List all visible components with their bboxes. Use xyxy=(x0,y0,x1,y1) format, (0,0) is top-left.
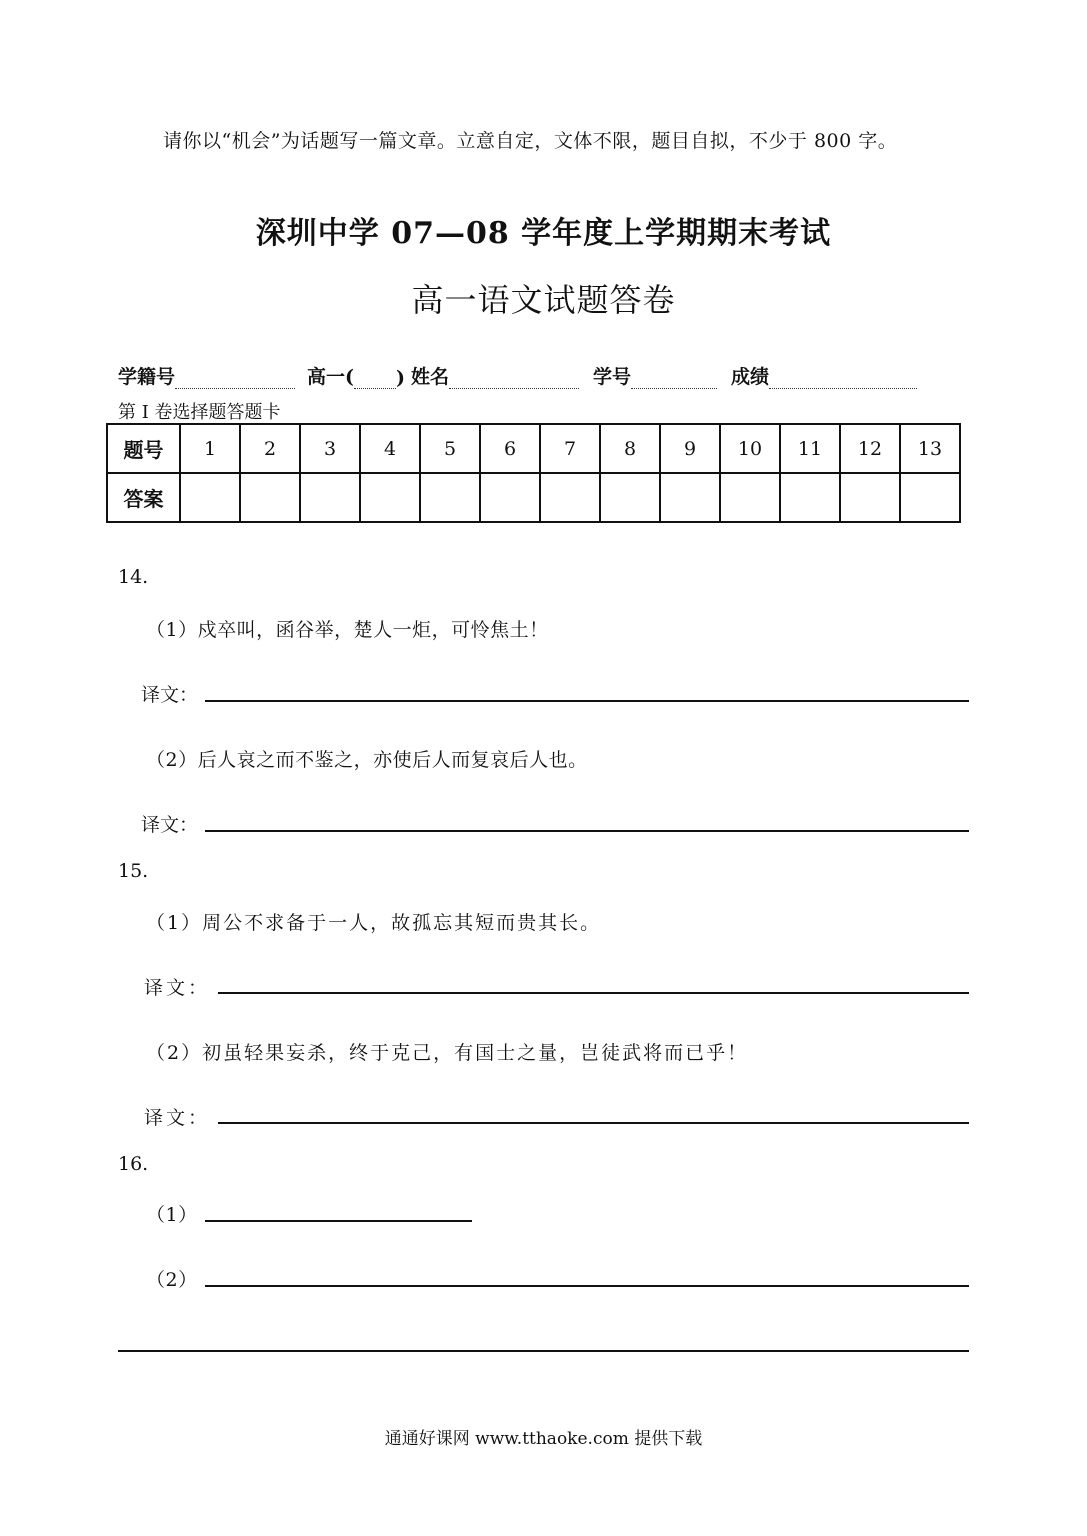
class-label: 高一( xyxy=(307,366,355,388)
q15-part1: （1）周公不求备于一人，故孤忘其短而贵其长。 xyxy=(146,912,602,934)
question-number: 3 xyxy=(300,424,360,473)
number-label: 学号 xyxy=(593,366,632,388)
student-id-label: 学籍号 xyxy=(118,366,176,388)
question-number: 7 xyxy=(540,424,600,473)
class-field[interactable] xyxy=(354,368,396,389)
answer-cell[interactable] xyxy=(660,473,720,522)
footer-credit: 通通好课网 www.tthaoke.com 提供下载 xyxy=(384,1429,703,1449)
answer-cell[interactable] xyxy=(840,473,900,522)
answer-cell[interactable] xyxy=(420,473,480,522)
question-number: 2 xyxy=(240,424,300,473)
question-number: 10 xyxy=(720,424,780,473)
q14-translation1-label: 译文： xyxy=(141,684,199,706)
answer-cell[interactable] xyxy=(240,473,300,522)
answer-card-label: 第 I 卷选择题答题卡 xyxy=(118,402,281,423)
student-id-field[interactable] xyxy=(175,368,295,389)
q15-number: 15. xyxy=(118,860,149,882)
exam-subtitle: 高一语文试题答卷 xyxy=(411,281,676,319)
number-field[interactable] xyxy=(631,368,717,389)
name-field[interactable] xyxy=(449,368,579,389)
question-number: 8 xyxy=(600,424,660,473)
question-number: 9 xyxy=(660,424,720,473)
q14-part1: （1）戍卒叫，函谷举，楚人一炬，可怜焦土！ xyxy=(146,619,549,641)
answer-cell[interactable] xyxy=(360,473,420,522)
q15-translation2-line[interactable] xyxy=(218,1122,969,1124)
question-number: 1 xyxy=(180,424,240,473)
q16-answer2-line-continued[interactable] xyxy=(118,1350,969,1352)
q16-part2: （2） xyxy=(146,1269,198,1291)
q16-part1: （1） xyxy=(146,1204,198,1226)
score-label: 成绩 xyxy=(731,366,770,388)
answer-cell[interactable] xyxy=(540,473,600,522)
answer-cell[interactable] xyxy=(480,473,540,522)
question-number: 11 xyxy=(780,424,840,473)
question-number: 5 xyxy=(420,424,480,473)
q15-translation1-label: 译文： xyxy=(144,977,211,999)
answer-cell[interactable] xyxy=(720,473,780,522)
question-number: 4 xyxy=(360,424,420,473)
q15-part2: （2）初虽轻果妄杀，终于克己，有国士之量，岂徒武将而已乎！ xyxy=(146,1042,749,1064)
answer-header: 答案 xyxy=(107,473,180,522)
question-number: 12 xyxy=(840,424,900,473)
answer-row xyxy=(107,473,960,522)
q14-number: 14. xyxy=(118,566,149,588)
answer-cell[interactable] xyxy=(900,473,960,522)
class-close: ) xyxy=(396,367,406,389)
essay-prompt: 请你以“机会”为话题写一篇文章。立意自定，文体不限，题目自拟，不少于 800 字。 xyxy=(163,130,898,152)
q16-answer1-line[interactable] xyxy=(205,1220,472,1222)
q14-translation1-line[interactable] xyxy=(205,700,969,702)
answer-cell[interactable] xyxy=(780,473,840,522)
answer-card-table xyxy=(106,423,961,523)
question-number: 13 xyxy=(900,424,960,473)
q15-translation1-line[interactable] xyxy=(218,992,969,994)
answer-cell[interactable] xyxy=(600,473,660,522)
q14-translation2-line[interactable] xyxy=(205,830,969,832)
answer-cell[interactable] xyxy=(180,473,240,522)
q16-answer2-line[interactable] xyxy=(205,1285,969,1287)
q14-translation2-label: 译文： xyxy=(141,814,199,836)
question-number: 6 xyxy=(480,424,540,473)
question-header: 题号 xyxy=(107,424,180,473)
name-label: 姓名 xyxy=(411,366,450,388)
q14-part2: （2）后人哀之而不鉴之，亦使后人而复哀后人也。 xyxy=(146,749,588,771)
question-number-row xyxy=(107,424,960,473)
answer-cell[interactable] xyxy=(300,473,360,522)
score-field[interactable] xyxy=(769,368,917,389)
q16-number: 16. xyxy=(118,1153,149,1175)
exam-title: 深圳中学 07—08 学年度上学期期末考试 xyxy=(255,216,832,251)
q15-translation2-label: 译文： xyxy=(144,1107,211,1129)
student-info-row xyxy=(118,362,917,389)
